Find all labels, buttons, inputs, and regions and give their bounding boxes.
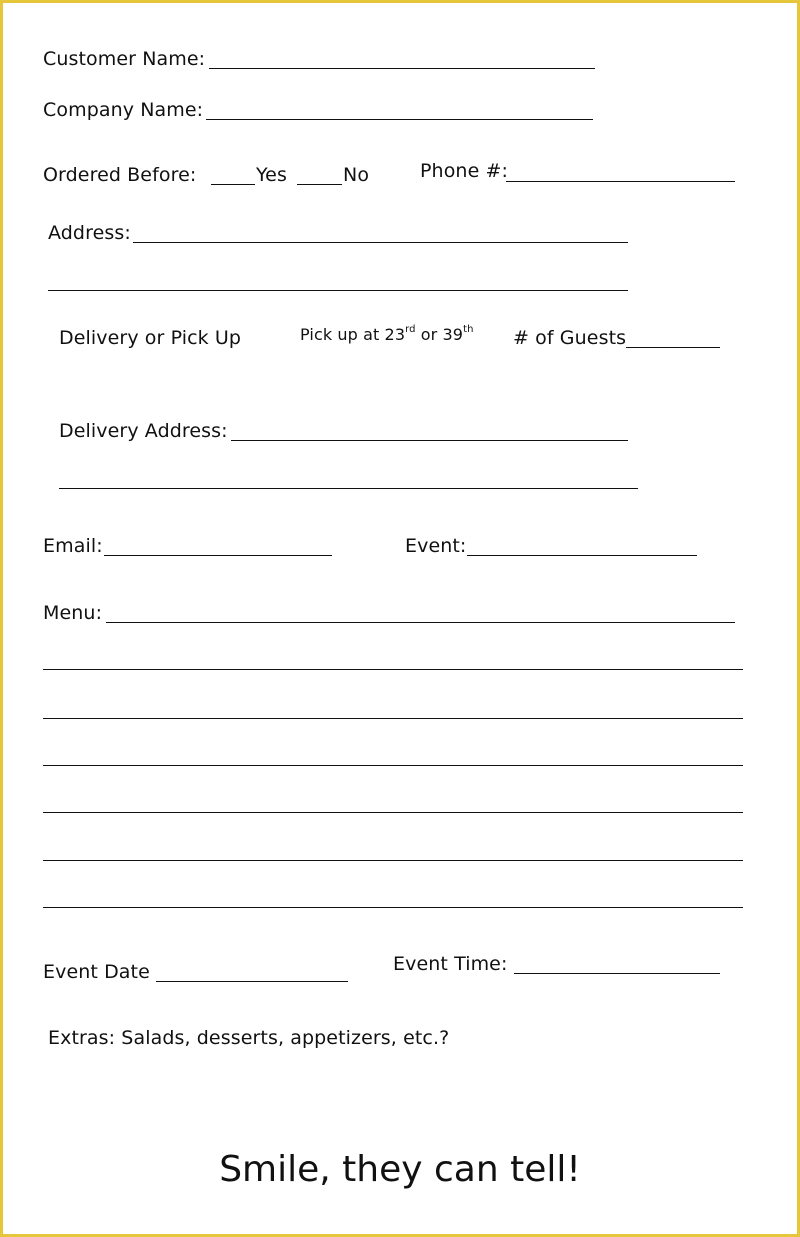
delivery-address-field-line-1[interactable]	[231, 440, 628, 441]
customer-name-field[interactable]	[209, 68, 595, 69]
address-field-line-1[interactable]	[133, 242, 628, 243]
company-name-field[interactable]	[206, 119, 593, 120]
event-time-label: Event Time:	[393, 953, 508, 975]
company-name-label: Company Name:	[43, 99, 204, 121]
event-time-field[interactable]	[514, 973, 720, 974]
yes-label: Yes	[256, 164, 287, 186]
delivery-address-field-line-2[interactable]	[59, 488, 638, 489]
phone-label: Phone #:	[420, 160, 509, 182]
menu-field-line-7[interactable]	[43, 907, 743, 908]
address-label: Address:	[48, 222, 131, 244]
menu-field-line-5[interactable]	[43, 812, 743, 813]
footer-slogan: Smile, they can tell!	[219, 1149, 581, 1190]
delivery-address-label: Delivery Address:	[59, 420, 228, 442]
ordered-before-yes-field[interactable]	[211, 184, 255, 185]
event-date-label: Event Date	[43, 961, 150, 983]
guests-field[interactable]	[626, 347, 720, 348]
menu-field-line-6[interactable]	[43, 860, 743, 861]
ordered-before-no-field[interactable]	[297, 184, 342, 185]
delivery-or-pickup-label: Delivery or Pick Up	[59, 327, 242, 349]
event-date-field[interactable]	[156, 981, 348, 982]
email-label: Email:	[43, 535, 103, 557]
extras-label: Extras: Salads, desserts, appetizers, etc.?	[48, 1027, 450, 1049]
address-field-line-2[interactable]	[48, 290, 628, 291]
customer-name-label: Customer Name:	[43, 48, 206, 70]
event-label: Event:	[405, 535, 467, 557]
menu-field-line-4[interactable]	[43, 765, 743, 766]
menu-field-line-3[interactable]	[43, 718, 743, 719]
pickup-location-text: Pick up at 23rd or 39th	[300, 323, 474, 344]
menu-field-line-1[interactable]	[106, 622, 735, 623]
no-label: No	[343, 164, 370, 186]
ordered-before-label: Ordered Before:	[43, 164, 197, 186]
email-field[interactable]	[104, 555, 332, 556]
menu-label: Menu:	[43, 602, 103, 624]
guests-label: # of Guests	[513, 327, 627, 349]
menu-field-line-2[interactable]	[43, 669, 743, 670]
phone-field[interactable]	[506, 181, 735, 182]
event-field[interactable]	[467, 555, 697, 556]
